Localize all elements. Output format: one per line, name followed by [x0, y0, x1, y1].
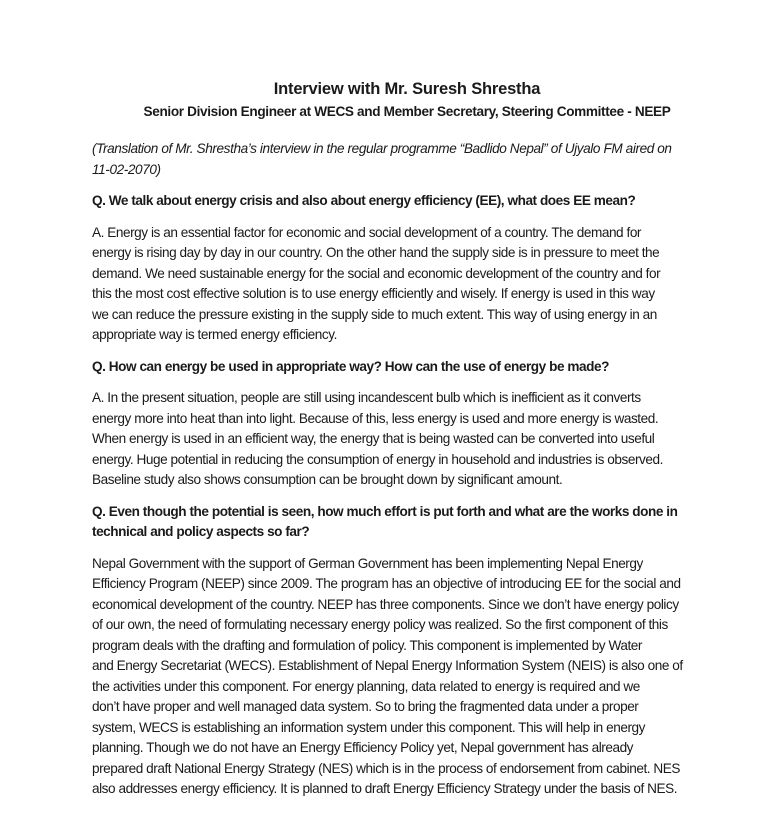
question-2	[92, 357, 722, 378]
answer-line: prepared draft National Energy Strategy (NES) which is in the process of endorsement from cabinet. NES	[92, 760, 681, 776]
answer-line: A. In the present situation, people are still using incandescent bulb which is inefficient as it converts	[92, 390, 641, 405]
answer-line: energy more into heat than into light. Because of this, less energy is used and more energy is wasted.	[92, 410, 659, 426]
answer-line: also addresses energy efficiency. It is planned to draft Energy Efficiency Strategy under the basis of NES.	[92, 781, 678, 796]
question-3	[92, 502, 722, 543]
answer-line: program deals with the drafting and formulation of policy. This component is implemented by Water	[92, 637, 642, 653]
intro-line: 11-02-2070)	[92, 161, 161, 177]
answer-line: Efficiency Program (NEEP) since 2009. The program has an objective of introducing EE for the social and	[92, 576, 681, 591]
answer-line: system, WECS is establishing an information system under this component. This will help in energy	[92, 719, 645, 735]
document-subtitle: Senior Division Engineer at WECS and Member Secretary, Steering Committee - NEEP	[143, 104, 671, 119]
answer-line: economical development of the country. NEEP has three components. Since we don’t have energy policy	[92, 596, 679, 612]
document-page	[92, 78, 722, 800]
answer-line: Nepal Government with the support of German Government has been implementing Nepal Energy	[92, 555, 643, 571]
document-title: Interview with Mr. Suresh Shrestha	[273, 80, 541, 98]
intro-note	[92, 139, 722, 180]
answer-line: the activities under this component. For energy planning, data related to energy is required and we	[92, 678, 640, 694]
answer-3	[92, 554, 722, 800]
answer-line: energy is rising day by day in our country. On the other hand the supply side is in pressure to meet the	[92, 245, 660, 260]
answer-line: energy. Huge potential in reducing the consumption of energy in household and industries is observed.	[92, 451, 663, 467]
answer-line: A. Energy is an essential factor for economic and social development of a country. The demand for	[92, 224, 642, 240]
answer-line: demand. We need sustainable energy for the social and economic development of the country and for	[92, 265, 661, 281]
question-line: Q. Even though the potential is seen, how much effort is put forth and what are the works done in	[92, 503, 678, 519]
question-1	[92, 191, 722, 212]
answer-2	[92, 388, 722, 491]
answer-line: this the most cost effective solution is to use energy efficiently and wisely. If energy is used in this way	[92, 286, 655, 301]
answer-line: When energy is used in an efficient way, the energy that is being wasted can be converted into useful	[92, 431, 655, 446]
answer-line: and Energy Secretariat (WECS). Establishment of Nepal Energy Information System (NEIS) is also one of	[92, 658, 683, 673]
answer-line: we can reduce the pressure existing in the supply side to much extent. This way of using energy in an	[92, 306, 657, 322]
answer-line: appropriate way is termed energy efficiency.	[92, 327, 337, 342]
question-line: Q. We talk about energy crisis and also about energy efficiency (EE), what does EE mean?	[92, 193, 636, 208]
question-line: technical and policy aspects so far?	[92, 524, 310, 539]
answer-line: planning. Though we do not have an Energy Efficiency Policy yet, Nepal government has already	[92, 740, 634, 755]
answer-line: don’t have proper and well managed data system. So to bring the fragmented data under a proper	[92, 699, 639, 714]
question-line: Q. How can energy be used in appropriate way? How can the use of energy be made?	[92, 358, 609, 374]
answer-line: of our own, the need of formulating necessary energy policy was realized. So the first component of this	[92, 617, 668, 632]
answer-1	[92, 223, 722, 346]
answer-line: Baseline study also shows consumption can be brought down by significant amount.	[92, 472, 563, 487]
intro-line: (Translation of Mr. Shrestha’s interview in the regular programme “Badlido Nepal” of Ujyalo FM aired on	[92, 141, 672, 156]
